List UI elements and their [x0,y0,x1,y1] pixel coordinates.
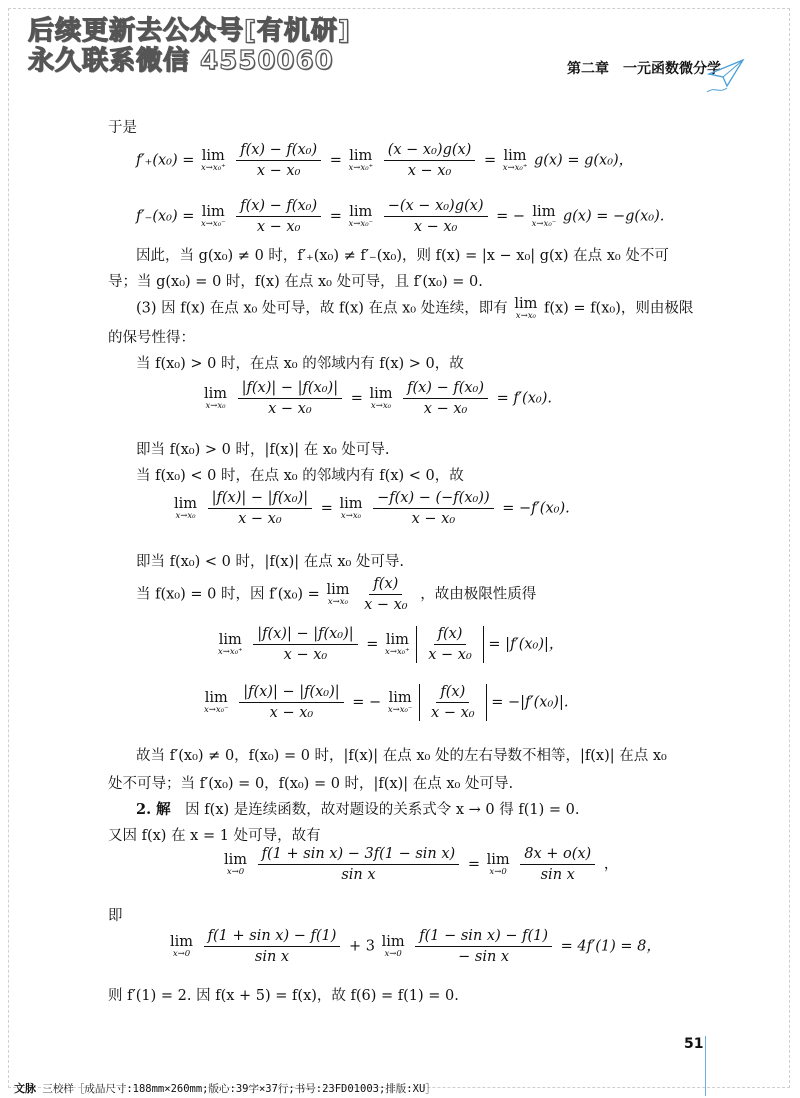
fraction: $\frac{f(x)}{\text{x − x₀}}$ [364,576,408,613]
text-line-3a: (3) 因 f(x) 在点 x₀ 处可导，故 f(x) 在点 x₀ 处连续，即有 lim x→x₀ f(x) = f(x₀)，则由极限 [136,296,694,321]
fraction: $\frac{\text{f(x) − f(x₀)}}{\text{x − x₀}}$ [236,198,321,235]
limit-op: lim x→0 [224,852,248,877]
eq-negative-case: lim x→x₀ $\frac{\text{|f(x)| − |f(x₀)|}}{\text{x − x₀}}$ = lim x→x₀ $\frac{\text{−f(x) − (−f(x₀))}}{\text{x − x₀}}$ = −f′(x₀). [174,490,570,527]
eq-zero-left: lim x→x₀⁻ $\frac{\text{|f(x)| − |f(x₀)|}}{\text{x − x₀}}$ = − lim x→x₀⁻ $\frac{f(x)}{\text{x − x₀}}$ = −|f′(x₀)|. [204,684,569,721]
eq-zero-right: lim x→x₀⁺ $\frac{\text{|f(x)| − |f(x₀)|}}{\text{x − x₀}}$ = lim x→x₀⁺ $\frac{f(x)}{\text{x − x₀}}$ = |f′(x₀)|， [218,626,564,663]
text-line: 当 f(x₀) > 0 时，在点 x₀ 的邻域内有 f(x) > 0，故 [136,356,464,372]
fraction: $\frac{\text{|f(x)| − |f(x₀)|}}{\text{x − x₀}}$ [208,490,312,527]
eq-lhs: f′₋(x₀) = [136,208,195,225]
fraction: $\frac{f(x)}{\text{x − x₀}}$ [431,684,475,721]
fraction: $\frac{\text{f(1 + sin x) − f(1)}}{\text{sin x}}$ [204,928,341,965]
eq-left-derivative: f′₋(x₀) = lim x→x₀⁻ $\frac{\text{f(x) − f(x₀)}}{\text{x − x₀}}$ = lim x→x₀⁻ $\frac{\text{−(x − x₀)g(x)}}{\text{x − x₀}}$ = − lim x→x₀⁻ g(x) = −g(x₀). [136,198,665,235]
fraction: $\frac{\text{|f(x)| − |f(x₀)|}}{\text{x − x₀}}$ [239,684,343,721]
eq-problem-2-limit: lim x→0 $\frac{\text{f(1 + sin x) − 3f(1 − sin x)}}{\text{sin x}}$ = lim x→0 $\frac{8x + o(x)}{\text{sin x}}$ ， [224,846,619,883]
absolute-value [416,626,484,663]
text-line: 的保号性得： [108,330,195,346]
fraction: $\frac{f(x)}{\text{x − x₀}}$ [428,626,472,663]
text-last: 则 f′(1) = 2. 因 f(x + 5) = f(x)，故 f(6) = f(1) = 0. [108,988,459,1004]
limit-op: lim x→x₀ [326,582,350,607]
limit-op: lim x→x₀⁻ [201,204,226,229]
text-line: 当 f(x₀) < 0 时，在点 x₀ 的邻域内有 f(x) < 0，故 [136,468,464,484]
print-footer [14,1080,436,1096]
eq-problem-2-split: lim x→0 $\frac{\text{f(1 + sin x) − f(1)}}{\text{sin x}}$ + 3 lim x→0 $\frac{\text{f(1 − sin x) − f(1)}}{\text{− sin x}}$ = 4f′(1) = 8， [170,928,661,965]
limit-op: lim x→x₀ [204,386,228,411]
text-line: 导；当 g(x₀) = 0 时，f(x) 在点 x₀ 处可导，且 f′(x₀) = 0. [108,274,483,290]
fraction: $\frac{\text{(x − x₀)g(x)}}{\text{x − x₀}}$ [384,142,476,179]
problem-2-label: 2. 解 [136,801,171,818]
limit-op: lim x→x₀⁻ [204,690,229,715]
text-line: 因此，当 g(x₀) ≠ 0 时，f′₊(x₀) ≠ f′₋(x₀)，则 f(x) = |x − x₀| g(x) 在点 x₀ 处不可 [136,248,669,264]
problem-2-intro: 2. 解 因 f(x) 是连续函数，故对题设的关系式令 x → 0 得 f(1) = 0. [136,801,580,818]
absolute-value [419,684,487,721]
limit-op: lim x→0 [486,852,510,877]
limit-op: lim x→0 [170,934,194,959]
text-line: 故当 f′(x₀) ≠ 0，f(x₀) = 0 时，|f(x)| 在点 x₀ 处的左右导数不相等，|f(x)| 在点 x₀ [136,748,667,764]
limit-op: lim x→x₀ [514,296,538,321]
fraction: $\frac{\text{f(x) − f(x₀)}}{\text{x − x₀}}$ [236,142,321,179]
limit-op: lim x→x₀ [174,496,198,521]
text-line: 又因 f(x) 在 x = 1 处可导，故有 [108,828,321,844]
text-ji: 即 [108,908,123,924]
limit-op: lim x→x₀⁻ [387,690,413,715]
text-line: 即当 f(x₀) < 0 时，|f(x)| 在点 x₀ 处可导. [136,554,405,570]
text-line: 即当 f(x₀) > 0 时，|f(x)| 在 x₀ 处可导. [136,442,390,458]
text-line: 处不可导；当 f′(x₀) = 0，f(x₀) = 0 时，|f(x)| 在点 x₀ 处可导. [108,776,514,792]
limit-op: lim x→x₀⁺ [348,148,374,173]
page-number: 51 [684,1036,704,1052]
fraction: $\frac{\text{f(1 − sin x) − f(1)}}{\text{− sin x}}$ [415,928,552,965]
text-yushi: 于是 [108,120,137,136]
fraction: $\frac{\text{|f(x)| − |f(x₀)|}}{\text{x − x₀}}$ [253,626,357,663]
limit-op: lim x→x₀⁻ [531,204,557,229]
limit-op: lim x→0 [381,934,405,959]
text-line-zero-case: 当 f(x₀) = 0 时，因 f′(x₀) = lim x→x₀ $\frac{f(x)}{\text{x − x₀}}$ ，故由极限性质得 [136,576,537,613]
fraction: $\frac{\text{−(x − x₀)g(x)}}{\text{x − x₀}}$ [384,198,488,235]
footer-note: 三校样［成品尺寸:188mm×260mm;版心:39字×37行;书号:23FD01003;排版:XU］ [42,1083,436,1095]
limit-op: lim x→x₀ [339,496,363,521]
limit-op: lim x→x₀⁺ [502,148,528,173]
limit-op: lim x→x₀⁻ [348,204,374,229]
fraction: $\frac{\text{f(x) − f(x₀)}}{\text{x − x₀}}$ [403,380,488,417]
limit-op: lim x→x₀⁺ [385,632,410,657]
footer-brand: 文脉 [14,1082,36,1095]
watermark-line-2: 永久联系微信 4550060 [28,46,334,76]
fraction: $\frac{\text{f(1 + sin x) − 3f(1 − sin x)}}{\text{sin x}}$ [258,846,460,883]
chapter-header: 第二章 一元函数微分学 [567,61,721,77]
fraction: $\frac{\text{−f(x) − (−f(x₀))}}{\text{x − x₀}}$ [373,490,494,527]
eq-positive-case: lim x→x₀ $\frac{\text{|f(x)| − |f(x₀)|}}{\text{x − x₀}}$ = lim x→x₀ $\frac{\text{f(x) − f(x₀)}}{\text{x − x₀}}$ = f′(x₀). [204,380,552,417]
fraction: $\frac{8x + o(x)}{\text{sin x}}$ [520,846,595,883]
eq-right-derivative: f′₊(x₀) = lim x→x₀⁺ $\frac{\text{f(x) − f(x₀)}}{\text{x − x₀}}$ = lim x→x₀⁺ $\frac{\text{(x − x₀)g(x)}}{\text{x − x₀}}$ = lim x→x₀⁺ g(x) = g(x₀)， [136,142,634,179]
watermark-line-1: 后续更新去公众号[有机研] [28,16,351,46]
fraction: $\frac{\text{|f(x)| − |f(x₀)|}}{\text{x − x₀}}$ [238,380,342,417]
paper-plane-icon [705,56,747,96]
limit-op: lim x→x₀⁺ [218,632,243,657]
margin-rule [705,1036,706,1096]
limit-op: lim x→x₀ [369,386,393,411]
eq-lhs: f′₊(x₀) = [136,152,195,169]
limit-op: lim x→x₀⁺ [201,148,226,173]
